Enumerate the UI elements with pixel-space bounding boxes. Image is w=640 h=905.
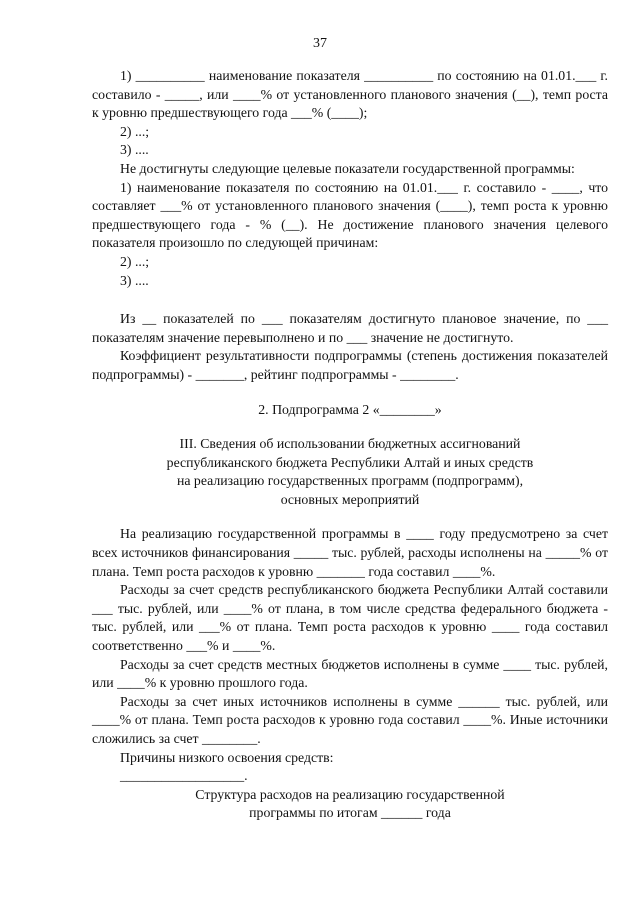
effectiveness-coefficient: Коэффициент результативности подпрограммы (степень достижения показателей подпрограммы) - _______, рейтинг подпрограммы - ________. — [92, 348, 608, 382]
not-achieved-item-3: 3) .... — [120, 272, 149, 288]
not-achieved-item-1: 1) наименование показателя по состоянию на 01.01.___ г. составило - ____, что составляет ___% от установленного планового значения (____), темп роста к уровню предшествующего года - % (__). Не достижение планового значения целевого показателя произошло по следующей причинам: — [92, 179, 608, 251]
section-heading-line-1: III. Сведения об использовании бюджетных ассигнований — [179, 436, 521, 452]
other-sources-paragraph: Расходы за счет иных источников исполнены в сумме ______ тыс. рублей, или ____% от плана. Темп роста расходов к уровню года составил ____%. Иные источники сложились за счет ________. — [92, 693, 608, 746]
achieved-indicator-item-2: 2) ...; — [120, 123, 150, 139]
section-heading-line-2: республиканского бюджета Республики Алтай и иных средств — [166, 454, 534, 470]
document-body — [92, 67, 608, 823]
low-spending-reasons-blank: __________________. — [120, 768, 248, 784]
indicators-summary: Из __ показателей по ___ показателям достигнуто плановое значение, по ___ показателям значение перевыполнено и по ___ значение не достигнуто. — [92, 311, 608, 345]
republican-budget-paragraph: Расходы за счет средств республиканского бюджета Республики Алтай составили ___ тыс. рублей, или ____% от плана, в том числе средства федерального бюджета - тыс. рублей, или ___% от плана. Темп роста расходов к уровню ____ года составил соответственно ___% и ____%. — [92, 582, 608, 654]
structure-title-line-2: программы по итогам ______ года — [249, 805, 451, 821]
section-heading-line-4: основных мероприятий — [280, 491, 420, 507]
achieved-indicator-item-3: 3) .... — [120, 142, 149, 158]
structure-title-line-1: Структура расходов на реализацию государственной — [195, 786, 505, 802]
low-spending-reasons-label: Причины низкого освоения средств: — [120, 749, 334, 765]
section-heading-line-3: на реализацию государственных программ (подпрограмм), — [176, 473, 524, 489]
not-achieved-intro: Не достигнуты следующие целевые показатели государственной программы: — [120, 160, 575, 176]
local-budget-paragraph: Расходы за счет средств местных бюджетов исполнены в сумме ____ тыс. рублей, или ____% к уровню прошлого года. — [92, 656, 608, 691]
total-funding-paragraph: На реализацию государственной программы в ____ году предусмотрено за счет всех источников финансирования _____ тыс. рублей, расходы исполнены на _____% от плана. Темп роста расходов к уровню _______ года составил ____%. — [92, 526, 608, 579]
achieved-indicator-item-1: 1) __________ наименование показателя __________ по состоянию на 01.01.___ г. составило - _____, или ____% от установленного планового значения (__), темп роста к уровню предшествующего года ___% (____); — [92, 68, 608, 121]
subprogram-title: 2. Подпрограмма 2 «________» — [258, 401, 442, 417]
page-number: 37 — [313, 36, 327, 51]
not-achieved-item-2: 2) ...; — [120, 253, 150, 269]
